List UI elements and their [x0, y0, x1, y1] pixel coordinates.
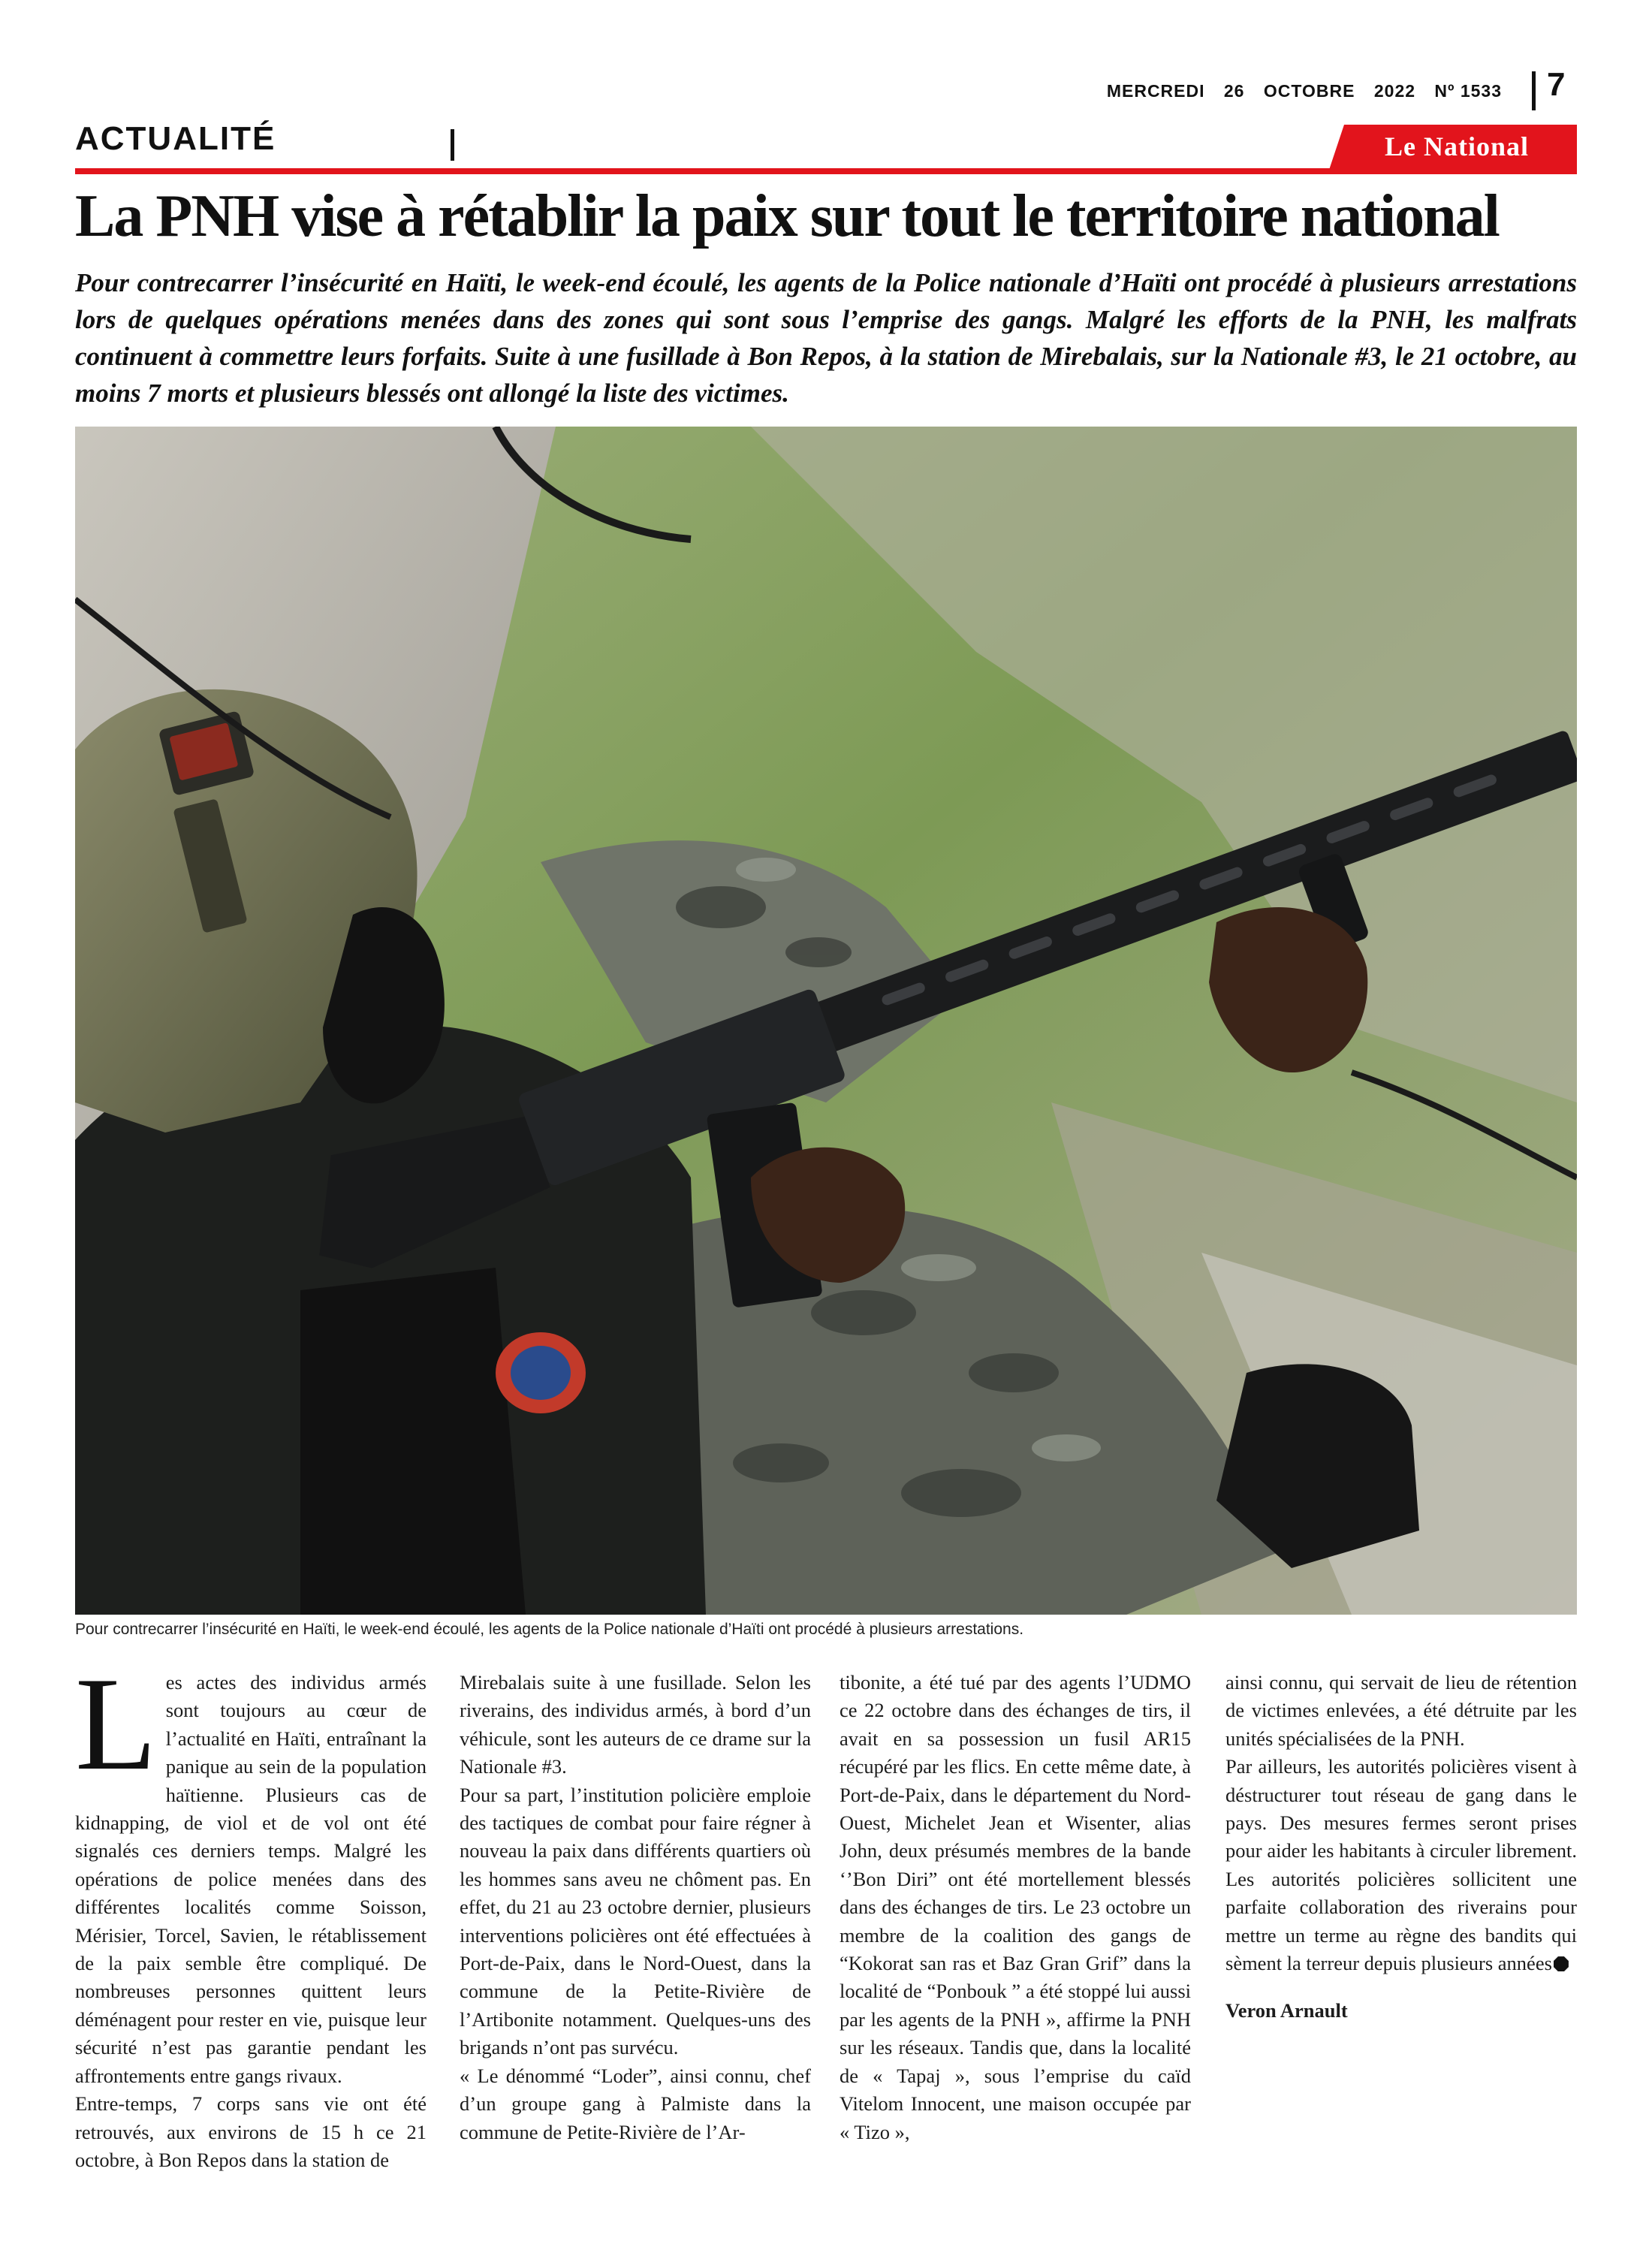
page-number-divider: [1532, 71, 1536, 110]
paragraph: Entre-temps, 7 corps sans vie ont été retrouvés, aux environs de 15 h ce 21 octobre, à Bon Repos dans la station de: [75, 2092, 427, 2171]
paragraph: Pour sa part, l’institution policière emploie des tactiques de combat pour faire régner à nouveau la paix dans différents quartiers où les hommes sans aveu ne chôment pas. En effet, du 21 au 23 octobre dernier, plusieurs interventions policières ont été effectuées à Port-de-Paix, dans le Nord-Ouest, dans la commune de la Petite-Rivière de l’Artibonite notamment. Quelques-uns des brigands n’ont pas survécu.: [460, 1783, 811, 2059]
brand-name: Le National: [1384, 131, 1529, 161]
date-year: 2022: [1373, 81, 1416, 101]
headline: La PNH vise à rétablir la paix sur tout le territoire national: [75, 183, 1499, 249]
section-label: ACTUALITÉ: [75, 120, 276, 157]
paragraph: tibonite, a été tué par des agents l’UDMO ce 22 octobre dans des échanges de tirs, il avait en sa possession un fusil AR15 récupéré par les flics. En cette même date, à Port-de-Paix, dans le département du Nord-Ouest, Michelet Jean et Wisenter, alias John, deux présumés membres de la bande ‘’Bon Diri” ont été mortellement blessés dans des échanges de tirs. Le 23 octobre un membre de la coalition des gangs de “Kokorat san ras et Baz Gran Grif” dans la localité de “Ponbouk ” a été stoppé lui aussi par les agents de la PNH », affirme la PNH sur les réseaux. Tandis que, dans la localité de « Tapaj », sous l’emprise du caïd Vitelom Innocent, une maison occupée par « Tizo »,: [840, 1671, 1191, 2143]
date-month: OCTOBRE: [1263, 81, 1355, 101]
paragraph-last: [1225, 1753, 1577, 1977]
article-photo: [75, 427, 1577, 1615]
article-column-3: [840, 1669, 1191, 2146]
section-divider: [451, 129, 454, 161]
dateline: [976, 81, 1502, 101]
end-mark-icon: [1554, 1956, 1569, 1971]
article-column-4: [1225, 1669, 1577, 2025]
paragraph: « Le dénommé “Loder”, ainsi connu, chef d’un groupe gang à Palmiste dans la commune de Petite-Rivière de l’Ar-: [460, 2064, 811, 2143]
drop-cap: L: [75, 1649, 157, 1798]
author-byline: Veron Arnault: [1225, 1999, 1348, 2022]
article-column-2: [460, 1669, 811, 2146]
page-number: 7: [1547, 66, 1566, 103]
issue-number: Nº 1533: [1434, 81, 1502, 101]
photo-caption: Pour contrecarrer l’insécurité en Haïti, le week-end écoulé, les agents de la Police nationale d’Haïti ont procédé à plusieurs arrestations.: [75, 1621, 1024, 1638]
date-number: 26: [1223, 81, 1245, 101]
paragraph: Mirebalais suite à une fusillade. Selon les riverains, des individus armés, à bord d’un véhicule, sont les auteurs de ce drame sur la Nationale #3.: [460, 1671, 811, 1778]
article-column-1: [75, 1649, 427, 2174]
date-day: MERCREDI: [1106, 81, 1205, 101]
paragraph: ainsi connu, qui servait de lieu de rétention de victimes enlevées, a été détruite par les unités spécialisées de la PNH.: [1225, 1671, 1577, 1750]
paragraph-text: Par ailleurs, les autorités policières visent à déstructurer tout réseau de gang dans le pays. Des mesures fermes seront prises pour aider les habitants à circuler librement. Les autorités policières sollicitent une parfaite collaboration des riverains pour mettre un terme au règne des bandits qui sèment la terreur depuis plusieurs années: [1225, 1755, 1577, 1975]
paragraph: es actes des individus armés sont toujours au cœur de l’actualité en Haïti, entraînant la panique au sein de la population haïtienne. Plusieurs cas de kidnapping, de viol et de vol ont été signalés ces derniers temps. Malgré les opérations de police menées dans des différentes localités comme Soisson, Mérisier, Torcel, Savien, le rétablissement de la paix semble être compliqué. De nombreuses personnes quittent leurs déménagent pour rester en vie, puisque leur sécurité n’est pas garantie pendant les affrontements entre gangs rivaux.: [75, 1671, 427, 2087]
lead-paragraph: Pour contrecarrer l’insécurité en Haïti, le week-end écoulé, les agents de la Police nationale d’Haïti ont procédé à plusieurs arrestations lors de quelques opérations menées dans des zones qui sont sous l’emprise des gangs. Malgré les efforts de la PNH, les malfrats continuent à commettre leurs forfaits. Suite à une fusillade à Bon Repos, à la station de Mirebalais, sur la Nationale #3, le 21 octobre, au moins 7 morts et plusieurs blessés ont allongé la liste des victimes.: [75, 268, 1577, 408]
